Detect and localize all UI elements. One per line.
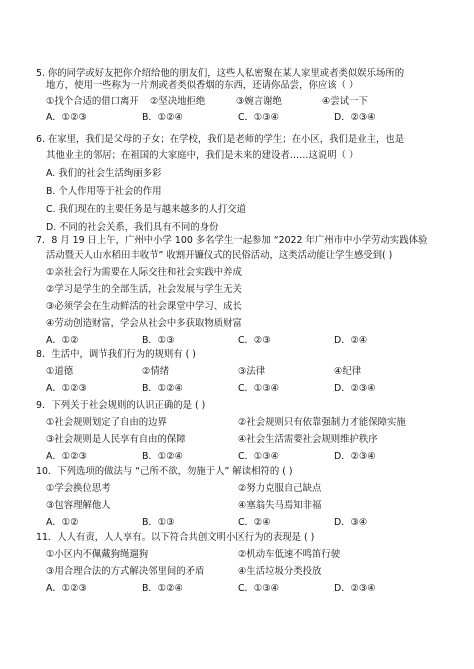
option-3: ③包容理解他人: [46, 500, 111, 511]
question-6-choice-d: D. 不同的社会关系，我们具有不同的身份: [46, 222, 219, 233]
question-11-stem: 11．人人有责，人人享有。以下符合共创文明小区行为的表现是 ( ): [36, 532, 315, 543]
question-9: [36, 400, 444, 463]
option-1: ①找个合适的借口离开: [46, 96, 139, 107]
choice-a: A．①②③: [46, 112, 88, 123]
choice-d: D．②③④: [334, 451, 376, 462]
option-1: ①学会换位思考: [46, 483, 111, 494]
question-5-stem-line-2: 地方，使用一些称为一片剂或者类似香烟的东西，还请你品尝，你应该（ ）: [46, 80, 359, 91]
option-2: ②努力克服自己缺点: [238, 483, 322, 494]
question-9-options-row-2: [36, 434, 444, 446]
choice-c: C．②④: [238, 517, 271, 528]
question-11-options-row-2: [36, 566, 444, 578]
question-6-stem-line-1: 6. 在家里，我们是父母的子女；在学校，我们是老师的学生；在小区，我们是业主，也是: [36, 134, 405, 145]
choice-a: A．①②③: [46, 451, 88, 462]
question-10: [36, 466, 444, 529]
question-11-options-row-1: [36, 549, 444, 561]
choice-d: D．②③④: [334, 383, 376, 394]
choice-b: B．①②④: [142, 451, 184, 462]
question-6-choice-a: A. 我们的社会生活绚丽多彩: [46, 168, 162, 179]
question-9-stem: 9．下列关于社会规则的认识正确的是 ( ): [36, 400, 206, 411]
choice-c: C．②③: [238, 335, 271, 346]
option-3: ③社会规则是人民享有自由的保障: [46, 434, 186, 445]
question-5-options: [36, 96, 444, 108]
choice-c: C．①③④: [238, 112, 280, 123]
question-5-choices: [36, 112, 444, 124]
question-7: [36, 235, 444, 347]
option-4: ④尝试一下: [322, 96, 368, 107]
option-3: ③用合理合法的方式解决邻里间的矛盾: [46, 566, 205, 577]
question-7-option-1: ①亲社会行为需要在人际交往和社会实践中养成: [46, 267, 242, 278]
question-6: [36, 134, 444, 234]
choice-a: A．①②③: [46, 383, 88, 394]
choice-a: A．①②: [46, 517, 79, 528]
option-2: ②机动车低速不鸣笛行驶: [238, 549, 341, 560]
question-5-stem-line-1: 5. 你的同学或好友把你介绍给他的朋友们，这些人私密聚在某人家里或者类似娱乐场所的: [36, 68, 405, 79]
question-9-choices: [36, 451, 444, 463]
option-1: ①道德: [46, 366, 74, 377]
question-10-options-row-2: [36, 500, 444, 512]
question-7-option-3: ③必须学会在生动鲜活的社会课堂中学习、成长: [46, 301, 242, 312]
choice-d: D．②④: [334, 335, 368, 346]
question-5: [36, 68, 444, 124]
option-1: ①小区内不佩戴狗绳遛狗: [46, 549, 149, 560]
choice-c: C．①③④: [238, 583, 280, 594]
choice-c: C．①③④: [238, 383, 280, 394]
choice-a: A．①②: [46, 335, 79, 346]
question-6-stem-line-2: 其他业主的邻居；在祖国的大家庭中，我们是未来的建设者……这说明（ ）: [46, 150, 359, 161]
option-2: ②社会规则只有依靠强制力才能保障实施: [238, 417, 406, 428]
choice-c: C．①③④: [238, 451, 280, 462]
question-11-choices: [36, 583, 444, 595]
option-3: ③婉言谢绝: [236, 96, 282, 107]
choice-b: B．①②④: [142, 112, 184, 123]
option-2: ②坚决地拒绝: [150, 96, 206, 107]
question-6-choice-b: B. 个人作用等于社会的作用: [46, 186, 162, 197]
choice-b: B．①②④: [142, 583, 184, 594]
question-10-stem: 10．下列选项的做法与 “己所不欲，勿施于人” 解读相符的 ( ): [36, 466, 293, 477]
question-10-options-row-1: [36, 483, 444, 495]
question-8-choices: [36, 383, 444, 395]
question-8: [36, 349, 444, 395]
question-6-choice-c: C. 我们现在的主要任务是与越来越多的人打交道: [46, 204, 247, 215]
choice-b: B．①③: [142, 517, 175, 528]
question-7-stem-line-2: 活动暨天人山水稻田丰收节” 收割开镰仪式的民俗活动，这类活动能让学生感受到( ): [46, 250, 393, 261]
option-1: ①社会规则划定了自由的边界: [46, 417, 167, 428]
question-7-option-4: ④劳动创造财富，学会从社会中多获取物质财富: [46, 318, 242, 329]
question-10-choices: [36, 517, 444, 529]
question-7-option-2: ②学习是学生的全部生活，社会发展与学生无关: [46, 284, 242, 295]
choice-d: D．③④: [334, 517, 368, 528]
choice-a: A．①②③: [46, 583, 88, 594]
question-8-options: [36, 366, 444, 378]
choice-d: D．②③④: [334, 583, 376, 594]
question-11: [36, 532, 444, 595]
choice-b: B．①②④: [142, 383, 184, 394]
choice-d: D．②③④: [334, 112, 376, 123]
question-9-options-row-1: [36, 417, 444, 429]
question-7-choices: [36, 335, 444, 347]
question-7-stem-line-1: 7．8 月 19 日上午，广州中小学 100 多名学生一起参加 “2022 年广州市中小学劳动实践体验: [36, 235, 428, 246]
choice-b: B．①③: [142, 335, 175, 346]
option-3: ③法律: [238, 366, 266, 377]
option-4: ④生活垃圾分类投放: [238, 566, 322, 577]
option-4: ④社会生活需要社会规则维护秩序: [238, 434, 378, 445]
option-4: ④纪律: [334, 366, 362, 377]
option-4: ④塞翁失马焉知非福: [238, 500, 322, 511]
question-8-stem: 8．生活中，调节我们行为的规则有 ( ): [36, 349, 196, 360]
option-2: ②情绪: [142, 366, 170, 377]
